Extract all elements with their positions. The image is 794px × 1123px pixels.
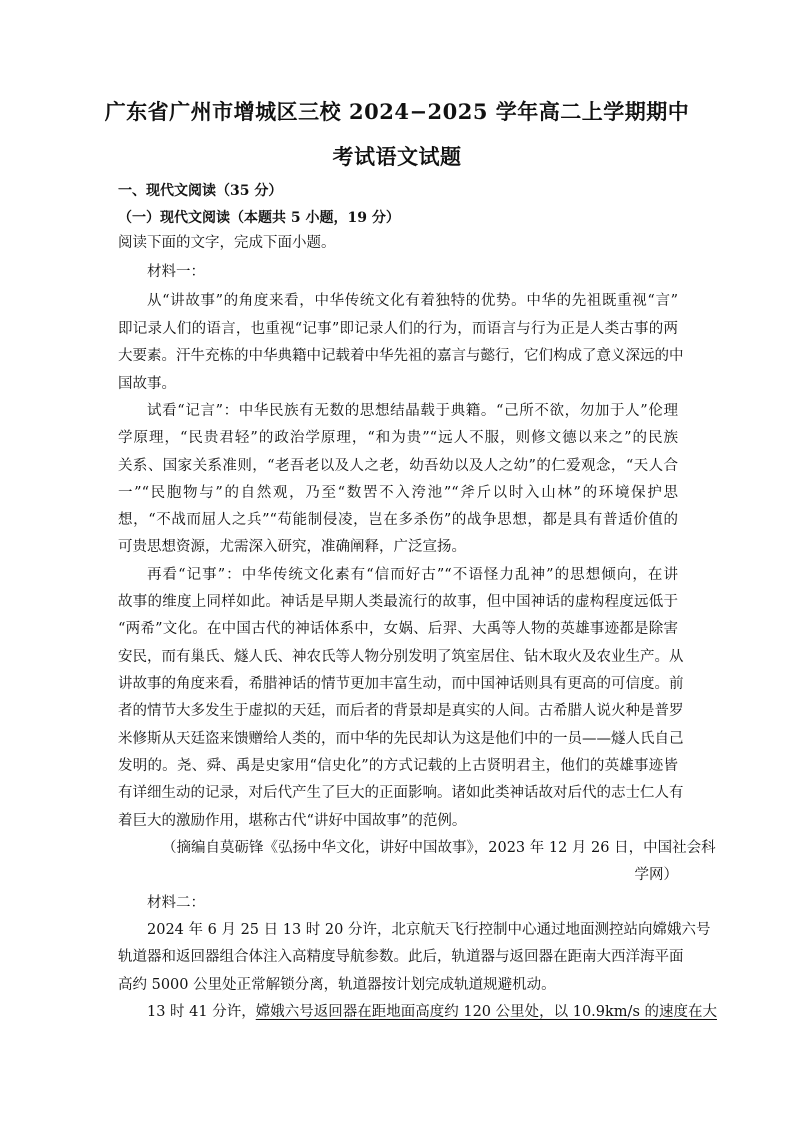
source-citation-line-2: 学网）	[634, 867, 678, 883]
underlined-text: 嫦娥六号返回器在距地面高度约 120 公里处，以 10.9km/s 的速度在大	[255, 1004, 717, 1020]
paragraph-line-with-underline	[147, 1002, 717, 1022]
paragraph-line: 大要素。汗牛充栋的中华典籍中记载着中华先祖的嘉言与懿行，它们构成了意义深远的中	[118, 348, 684, 364]
paragraph-line: 米修斯从天廷盗来馈赠给人类的，而中华的先民却认为这是他们中的一员——燧人氏自己	[118, 731, 684, 747]
source-citation-line-1: （摘编自莫砺锋《弘扬中华文化，讲好中国故事》，2023 年 12 月 26 日，中国社会科	[162, 840, 716, 856]
material-1-heading: 材料一：	[147, 264, 205, 280]
paragraph-line: 有详细生动的记录，对后代产生了巨大的正面影响。诸如此类神话故对后代的志士仁人有	[118, 785, 684, 801]
paragraph-text: 13 时 41 分许，	[147, 1004, 256, 1020]
section-heading-1: 一、现代文阅读（35 分）	[118, 183, 283, 199]
paragraph-line: 想，“不战而屈人之兵”“苟能制侵凌，岂在多杀伤”的战争思想，都是具有普适价值的	[118, 512, 678, 528]
paragraph-line: 从“讲故事”的角度来看，中华传统文化有着独特的优势。中华的先祖既重视“言”	[147, 293, 678, 309]
paragraph-line: 2024 年 6 月 25 日 13 时 20 分许，北京航天飞行控制中心通过地面测控站向嫦娥六号	[147, 922, 711, 938]
paragraph-line: 轨道器和返回器组合体注入高精度导航参数。此后，轨道器与返回器在距南大西洋海平面	[118, 949, 684, 965]
instruction-text: 阅读下面的文字，完成下面小题。	[118, 235, 336, 251]
paragraph-line: 发明的。尧、舜、禹是史家用“信史化”的方式记载的上古贤明君主，他们的英雄事迹皆	[118, 758, 678, 774]
paragraph-line: 再看“记事”：中华传统文化素有“信而好古”“不语怪力乱神”的思想倾向，在讲	[147, 567, 678, 583]
material-2-heading: 材料二：	[147, 895, 205, 911]
paragraph-line: “两希”文化。在中国古代的神话体系中，女娲、后羿、大禹等人物的英雄事迹都是除害	[118, 621, 678, 637]
paragraph-line: 故事的维度上同样如此。神话是早期人类最流行的故事，但中国神话的虚构程度远低于	[118, 594, 678, 610]
section-heading-2: （一）现代文阅读（本题共 5 小题，19 分）	[118, 210, 400, 226]
paragraph-line: 讲故事的角度来看，希腊神话的情节更加丰富生动，而中国神话则具有更高的可信度。前	[118, 676, 684, 692]
document-title-line-2: 考试语文试题	[332, 144, 462, 169]
document-title-line-1: 广东省广州市增城区三校 2024−2025 学年高二上学期期中	[104, 99, 690, 124]
paragraph-line: 关系、国家关系准则，“老吾老以及人之老，幼吾幼以及人之幼”的仁爱观念，“天人合	[118, 458, 678, 474]
paragraph-line: 着巨大的激励作用，堪称古代“讲好中国故事”的范例。	[118, 813, 467, 829]
paragraph-line: 可贵思想资源，尤需深入研究，准确阐释，广泛宣扬。	[118, 539, 466, 555]
paragraph-line: 试看“记言”：中华民族有无数的思想结晶载于典籍。“己所不欲，勿加于人”伦理	[147, 403, 678, 419]
paragraph-line: 高约 5000 公里处正常解锁分离，轨道器按计划完成轨道规避机动。	[118, 977, 556, 993]
paragraph-line: 安民，而有巢氏、燧人氏、神农氏等人物分别发明了筑室居住、钻木取火及农业生产。从	[118, 649, 684, 665]
paragraph-line: 者的情节大多发生于虚拟的天廷，而后者的背景却是真实的人间。古希腊人说火种是普罗	[118, 703, 684, 719]
paragraph-line: 学原理，“民贵君轻”的政治学原理，“和为贵”“远人不服，则修文德以来之”的民族	[118, 430, 678, 446]
paragraph-line: 国故事。	[118, 376, 176, 392]
paragraph-line: 一”“民胞物与”的自然观，乃至“数罟不入洿池”“斧斤以时入山林”的环境保护思	[118, 485, 678, 501]
paragraph-line: 即记录人们的语言，也重视“记事”即记录人们的行为，而语言与行为正是人类古事的两	[118, 321, 678, 337]
